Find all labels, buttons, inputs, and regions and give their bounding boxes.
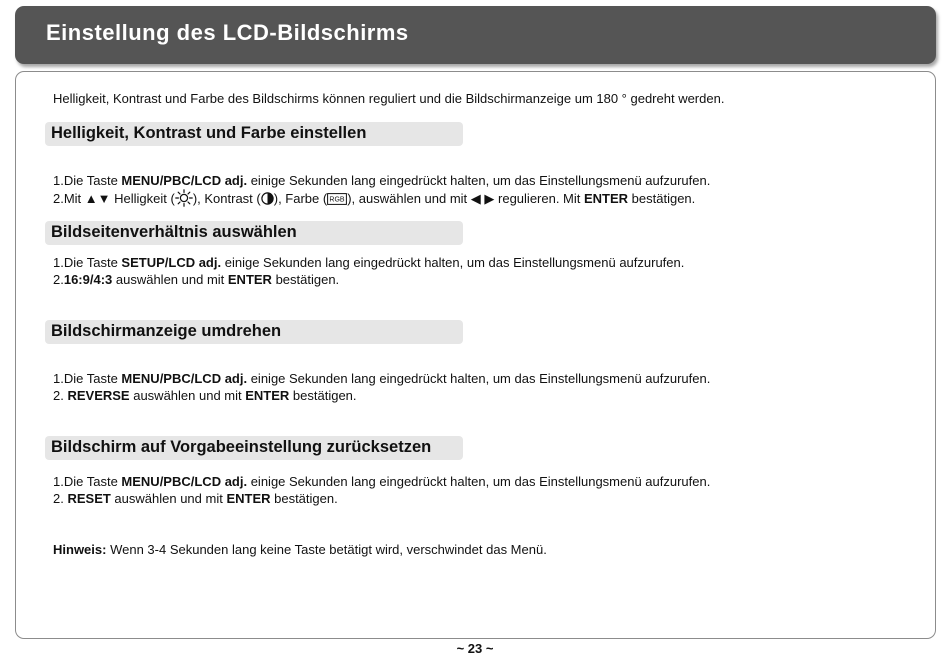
up-down-arrows-icon: ▲▼ xyxy=(84,191,111,206)
step-text: bestätigen. xyxy=(271,272,340,287)
step-text: regulieren. Mit xyxy=(494,191,584,206)
step-text: 1.Die Taste xyxy=(53,255,122,270)
key-label: ENTER xyxy=(245,388,290,403)
step-text: 1.Die Taste xyxy=(53,474,122,489)
key-label: MENU/PBC/LCD adj. xyxy=(121,474,248,489)
step-text: ), Farbe ( xyxy=(273,191,328,206)
note-label: Hinweis: xyxy=(53,542,107,557)
section-heading-reset xyxy=(45,436,463,460)
step-text: ), auswählen und mit xyxy=(347,191,471,206)
section-heading-brightness xyxy=(45,122,463,146)
contrast-icon xyxy=(261,192,274,209)
step-text: einige Sekunden lang eingedrückt halten, um das Einstellungsmenü aufzurufen. xyxy=(247,173,711,188)
page-number: ~ 23 ~ xyxy=(456,641,494,656)
step-text: auswählen und mit xyxy=(129,388,246,403)
section-heading-reverse xyxy=(45,320,463,344)
step-text: bestätigen. xyxy=(270,491,338,506)
option-label: 16:9/4:3 xyxy=(63,272,113,287)
step-text: 2. xyxy=(53,491,68,506)
left-right-arrows-icon: ◀ ▶ xyxy=(470,191,495,206)
title-bar xyxy=(15,6,936,64)
step-text: 1.Die Taste xyxy=(53,173,122,188)
section-heading-aspect-ratio xyxy=(45,221,463,245)
step-text: 2. xyxy=(53,272,64,287)
section-heading-text: Bildschirm auf Vorgabeeinstellung zurücksetzen xyxy=(51,438,432,456)
page-title: Einstellung des LCD-Bildschirms xyxy=(46,20,409,45)
section-heading-text: Bildseitenverhältnis auswählen xyxy=(51,223,297,241)
key-label: SETUP/LCD adj. xyxy=(121,255,222,270)
step-text: 1.Die Taste xyxy=(53,371,122,386)
reset-step-2 xyxy=(53,490,338,507)
step-text: einige Sekunden lang eingedrückt halten, um das Einstellungsmenü aufzurufen. xyxy=(221,255,685,270)
reset-step-1 xyxy=(53,473,710,490)
step-text: bestätigen. xyxy=(628,191,696,206)
color-rgb-icon xyxy=(327,192,347,209)
aspect-step-2 xyxy=(53,271,339,288)
step-text: 2. xyxy=(53,388,68,403)
step-text: Helligkeit ( xyxy=(110,191,175,206)
aspect-step-1 xyxy=(53,254,684,271)
key-label: ENTER xyxy=(584,191,629,206)
intro-text: Helligkeit, Kontrast und Farbe des Bildschirms können reguliert und die Bildschirmanzeige um 180 ° gedreht werden. xyxy=(53,91,725,106)
step-text: einige Sekunden lang eingedrückt halten, um das Einstellungsmenü aufzurufen. xyxy=(247,474,711,489)
step-text: auswählen und mit xyxy=(112,272,228,287)
step-text: 2.Mit xyxy=(53,191,85,206)
option-label: REVERSE xyxy=(67,388,130,403)
key-label: MENU/PBC/LCD adj. xyxy=(121,371,248,386)
key-label: ENTER xyxy=(227,272,272,287)
step-text: einige Sekunden lang eingedrückt halten, um das Einstellungsmenü aufzurufen. xyxy=(247,371,711,386)
step-text: ), Kontrast ( xyxy=(192,191,261,206)
option-label: RESET xyxy=(67,491,111,506)
reverse-step-1 xyxy=(53,370,710,387)
note xyxy=(53,541,547,558)
note-text: Wenn 3-4 Sekunden lang keine Taste betätigt wird, verschwindet das Menü. xyxy=(106,542,547,557)
step-text: auswählen und mit xyxy=(110,491,227,506)
section-heading-text: Bildschirmanzeige umdrehen xyxy=(51,322,282,340)
brightness-step-1 xyxy=(53,172,710,189)
key-label: MENU/PBC/LCD adj. xyxy=(121,173,248,188)
step-text: bestätigen. xyxy=(289,388,357,403)
brightness-sun-icon xyxy=(175,189,193,211)
content-box xyxy=(15,71,936,639)
section-heading-text: Helligkeit, Kontrast und Farbe einstellen xyxy=(51,124,367,142)
rgb-icon-label: RGB xyxy=(329,196,345,204)
brightness-step-2 xyxy=(53,189,695,211)
key-label: ENTER xyxy=(226,491,271,506)
reverse-step-2 xyxy=(53,387,357,404)
